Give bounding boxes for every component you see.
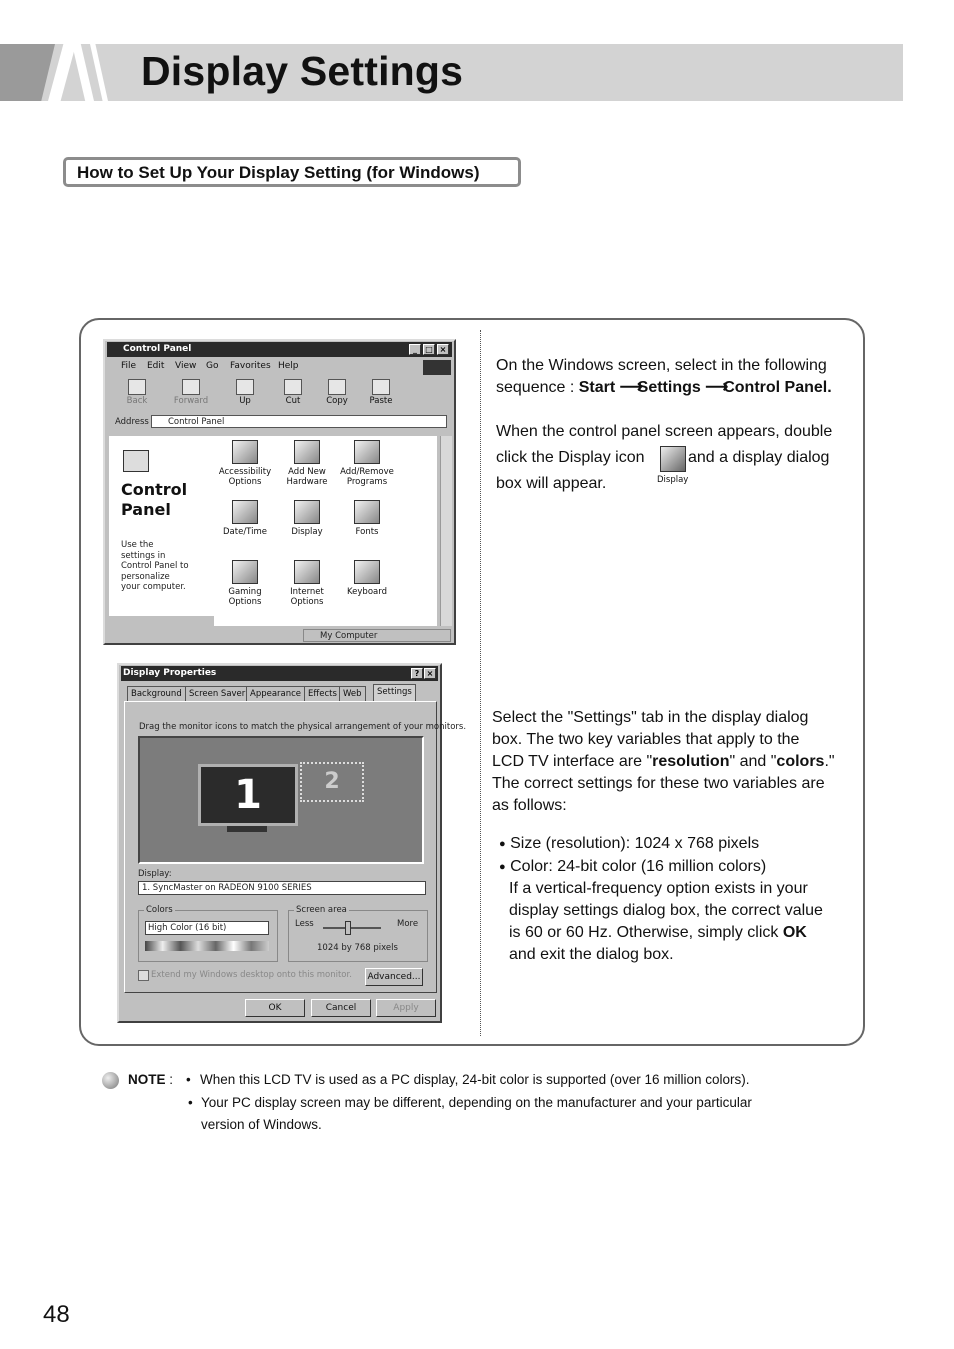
copy-button[interactable]: Copy — [317, 379, 357, 406]
cp-line-1: When the control panel screen appears, double — [496, 423, 833, 440]
frequency-text: If a vertical-frequency option exists in your display settings dialog box, the correct value is 60 or 60 Hz. Otherwise, simply click OK and exit the dialog box. — [509, 880, 823, 963]
tab-settings[interactable]: Settings — [373, 684, 416, 702]
ok-button[interactable]: OK — [245, 999, 305, 1017]
dialog-titlebar — [121, 666, 438, 681]
settings-tab-panel — [124, 701, 467, 993]
cp-line-3: box will appear. — [496, 475, 607, 492]
windows-logo-icon — [423, 360, 451, 375]
cancel-button[interactable]: Cancel — [311, 999, 371, 1017]
close-button[interactable]: × — [424, 668, 436, 679]
vertical-scrollbar[interactable] — [440, 436, 452, 626]
accessibility-options-icon[interactable]: Accessibility Options — [214, 440, 276, 487]
monitor-2[interactable]: 2 — [300, 762, 364, 802]
internet-options-icon[interactable]: Internet Options — [276, 560, 338, 607]
screen-area-group — [288, 905, 428, 962]
monitor-arrangement-area[interactable] — [138, 736, 424, 864]
back-button[interactable]: Back — [117, 379, 157, 406]
fonts-icon[interactable]: Fonts — [336, 500, 398, 537]
apply-button[interactable]: Apply — [376, 999, 436, 1017]
icon-area — [214, 436, 437, 626]
help-button[interactable]: ? — [411, 668, 423, 679]
arrow-icon: ⟶ — [619, 379, 643, 396]
resolution-value: 1024 by 768 pixels — [317, 943, 398, 953]
less-label: Less — [295, 919, 314, 929]
add-remove-programs-icon[interactable]: Add/Remove Programs — [336, 440, 398, 487]
scissors-icon — [284, 379, 302, 395]
intro-line-2: sequence : Start ⟶Settings ⟶Control Panel. — [496, 377, 856, 399]
copy-icon — [328, 379, 346, 395]
menu-file[interactable]: File — [121, 361, 137, 371]
colors-group — [138, 905, 278, 962]
note-bullet-1: • — [186, 1072, 191, 1087]
minimize-button[interactable]: _ — [409, 344, 421, 355]
tab-web[interactable]: Web — [339, 686, 366, 701]
side-title-1: Control — [121, 480, 188, 499]
colors-label: Colors — [146, 905, 173, 915]
monitor-instruction: Drag the monitor icons to match the physical arrangement of your monitors. — [139, 722, 467, 732]
arrow-icon: ⟶ — [705, 379, 729, 396]
panel-divider — [480, 330, 481, 1036]
control-panel-icon — [123, 450, 149, 472]
note-label: NOTE : — [128, 1072, 174, 1087]
dialog-title: Display Properties — [123, 668, 217, 678]
window-titlebar — [107, 342, 452, 357]
forward-arrow-icon — [182, 379, 200, 395]
display-icon — [660, 446, 686, 472]
note-line-1: When this LCD TV is used as a PC display, 24-bit color is supported (over 16 million colors). — [200, 1072, 750, 1087]
paste-icon — [372, 379, 390, 395]
tab-appearance[interactable]: Appearance — [246, 686, 305, 701]
keyboard-icon[interactable]: Keyboard — [336, 560, 398, 597]
paste-button[interactable]: Paste — [361, 379, 401, 406]
add-new-hardware-icon[interactable]: Add New Hardware — [276, 440, 338, 487]
tab-screen-saver[interactable]: Screen Saver — [185, 686, 249, 701]
menu-go[interactable]: Go — [206, 361, 219, 371]
bullet-color: ● Color: 24-bit color (16 million colors) — [499, 858, 767, 876]
intro-line-1: On the Windows screen, select in the following — [496, 357, 827, 374]
colors-select[interactable]: High Color (16 bit) — [145, 921, 269, 935]
side-title-2: Panel — [121, 500, 171, 519]
side-pane — [109, 436, 214, 616]
note-line-2: Your PC display screen may be different, depending on the manufacturer and your particular — [201, 1095, 752, 1110]
intro-text — [496, 355, 856, 399]
forward-button[interactable]: Forward — [171, 379, 211, 406]
monitor-1-stand — [227, 826, 267, 832]
gaming-options-icon[interactable]: Gaming Options — [214, 560, 276, 607]
menu-favorites[interactable]: Favorites — [230, 361, 271, 371]
bullet-icon: ● — [499, 861, 506, 873]
up-button[interactable]: Up — [225, 379, 265, 406]
more-label: More — [397, 919, 419, 929]
note-icon — [102, 1072, 119, 1089]
bullet-size: ● Size (resolution): 1024 x 768 pixels — [499, 835, 760, 853]
note-line-3: version of Windows. — [201, 1117, 322, 1132]
resolution-slider-thumb[interactable] — [345, 921, 351, 935]
screen-area-label: Screen area — [296, 905, 347, 915]
address-field[interactable]: Control Panel — [151, 415, 447, 428]
display-properties-window — [117, 663, 467, 1023]
status-bar: My Computer — [303, 629, 451, 642]
note-bullet-2: • — [188, 1095, 193, 1110]
window-title: Control Panel — [123, 344, 192, 354]
tab-effects[interactable]: Effects — [304, 686, 341, 701]
menu-view[interactable]: View — [175, 361, 197, 371]
extend-desktop-checkbox[interactable] — [138, 970, 149, 981]
page-title: Display Settings — [141, 48, 464, 94]
side-description: Use the settings in Control Panel to personalize your computer. — [121, 540, 189, 592]
maximize-button[interactable]: □ — [423, 344, 435, 355]
tab-background[interactable]: Background — [127, 686, 186, 701]
resolution-slider[interactable] — [323, 927, 381, 929]
folder-up-icon — [236, 379, 254, 395]
extend-desktop-label: Extend my Windows desktop onto this monitor. — [151, 970, 352, 980]
control-panel-window — [103, 339, 456, 645]
display-icon-caption: Display — [657, 475, 689, 485]
bullet-icon: ● — [499, 838, 506, 850]
color-spectrum-bar — [145, 941, 269, 951]
display-select[interactable]: 1. SyncMaster on RADEON 9100 SERIES — [138, 881, 426, 895]
page-number: 48 — [43, 1301, 70, 1328]
monitor-1[interactable]: 1 — [198, 764, 298, 826]
section-title: How to Set Up Your Display Setting (for Windows) — [63, 157, 521, 187]
cp-line-2b: and a display dialog — [688, 449, 830, 466]
cp-line-2a: click the Display icon — [496, 449, 645, 466]
menu-edit[interactable]: Edit — [147, 361, 165, 371]
address-label: Address — [115, 417, 149, 427]
close-button[interactable]: × — [437, 344, 449, 355]
display-icon[interactable]: Display — [276, 500, 338, 537]
display-label: Display: — [138, 869, 172, 879]
back-arrow-icon — [128, 379, 146, 395]
date-time-icon[interactable]: Date/Time — [214, 500, 276, 537]
settings-text: Select the "Settings" tab in the display dialog box. The two key variables that apply to the LCD TV interface are "resolution" and "colors." The correct settings for these two variables are as follows: — [492, 709, 835, 814]
cut-button[interactable]: Cut — [273, 379, 313, 406]
advanced-button[interactable]: Advanced... — [365, 968, 423, 986]
menu-help[interactable]: Help — [278, 361, 299, 371]
